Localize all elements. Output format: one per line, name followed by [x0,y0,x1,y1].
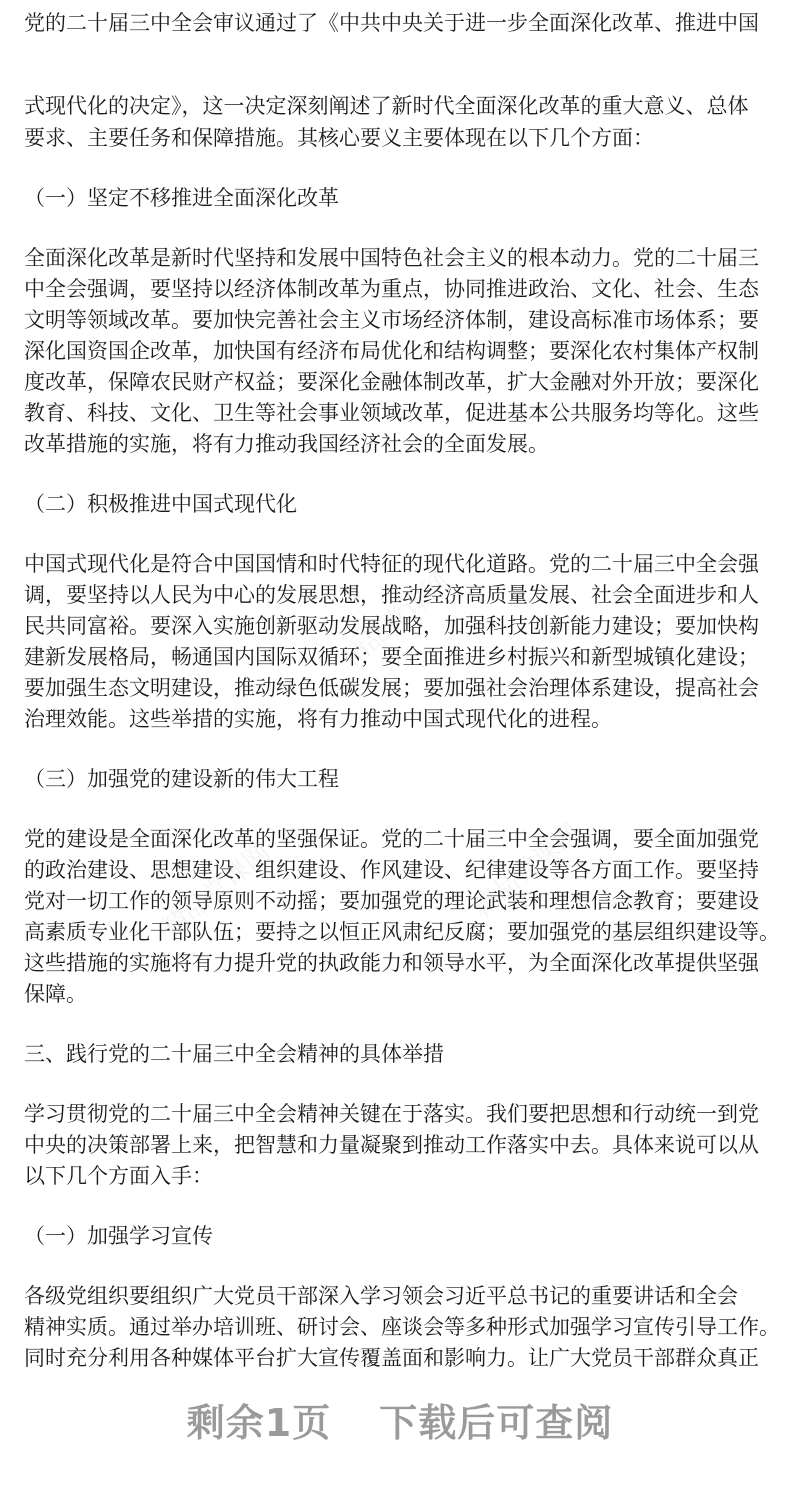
section-heading: 三、践行党的二十届三中全会精神的具体举措 [24,1042,444,1066]
document-line: 保障。 [24,982,87,1006]
remaining-pages-label: 剩余1页 [186,1401,332,1445]
watermark: 精品党课网 [157,837,277,944]
document-line: 建新发展格局，畅通国内国际双循环；要全面推进乡村振兴和新型城镇化建设； [24,645,759,669]
section-heading: （三）加强党的建设新的伟大工程 [24,767,339,791]
section-heading: （二）积极推进中国式现代化 [24,492,297,516]
document-line: 中国式现代化是符合中国国情和时代特征的现代化道路。党的二十届三中全会强 [24,552,759,576]
document-line: 党对一切工作的领导原则不动摇；要加强党的理论武装和理想信念教育；要建设 [24,889,759,913]
document-line: 的政治建设、思想建设、组织建设、作风建设、纪律建设等各方面工作。要坚持 [24,858,759,882]
document-line: 调，要坚持以人民为中心的发展思想，推动经济高质量发展、社会全面进步和人 [24,583,759,607]
document-line: 要加强生态文明建设，推动绿色低碳发展；要加强社会治理体系建设，提高社会 [24,676,759,700]
document-line: 全面深化改革是新时代坚持和发展中国特色社会主义的根本动力。党的二十届三 [24,246,759,270]
document-page [24,8,780,1370]
section-heading: （一）加强学习宣传 [24,1224,213,1248]
document-line: 中全会强调，要坚持以经济体制改革为重点，协同推进政治、文化、社会、生态 [24,277,759,301]
download-prompt[interactable] [0,1392,800,1447]
document-line: 治理效能。这些举措的实施，将有力推动中国式现代化的进程。 [24,707,612,731]
document-line: 民共同富裕。要深入实施创新驱动发展战略，加强科技创新能力建设；要加快构 [24,614,759,638]
document-line: 中央的决策部署上来，把智慧和力量凝聚到推动工作落实中去。具体来说可以从 [24,1133,759,1157]
document-line: 度改革，保障农民财产权益；要深化金融体制改革，扩大金融对外开放；要深化 [24,370,759,394]
document-line: 学习贯彻党的二十届三中全会精神关键在于落实。我们要把思想和行动统一到党 [24,1102,759,1126]
watermark: 精品党课网 [467,817,587,924]
document-line: 式现代化的决定》，这一决定深刻阐述了新时代全面深化改革的重大意义、总体 [24,94,749,118]
document-line: 同时充分利用各种媒体平台扩大宣传覆盖面和影响力。让广大党员干部群众真正 [24,1346,759,1370]
document-line: 要求、主要任务和保障措施。其核心要义主要体现在以下几个方面： [24,126,654,150]
document-line: 各级党组织要组织广大党员干部深入学习领会习近平总书记的重要讲话和全会 [24,1284,738,1308]
document-line: 精神实质。通过举办培训班、研讨会、座谈会等多种形式加强学习宣传引导工作。 [24,1315,780,1339]
document-line: 改革措施的实施，将有力推动我国经济社会的全面发展。 [24,432,549,456]
section-heading: （一）坚定不移推进全面深化改革 [24,186,339,210]
document-line: 这些措施的实施将有力提升党的执政能力和领导水平，为全面深化改革提供坚强 [24,951,759,975]
document-line: 高素质专业化干部队伍；要持之以恒正风肃纪反腐；要加强党的基层组织建设等。 [24,920,780,944]
watermark: 精品党课网 [337,567,457,674]
download-to-view-label: 下载后可查阅 [379,1401,614,1445]
document-line: 党的二十届三中全会审议通过了《中共中央关于进一步全面深化改革、推进中国 [24,11,759,35]
document-line: 以下几个方面入手： [24,1164,213,1188]
document-line: 文明等领域改革。要加快完善社会主义市场经济体制，建设高标准市场体系；要 [24,308,759,332]
document-line: 党的建设是全面深化改革的坚强保证。党的二十届三中全会强调，要全面加强党 [24,827,759,851]
document-line: 深化国资国企改革，加快国有经济布局优化和结构调整；要深化农村集体产权制 [24,339,759,363]
document-line: 教育、科技、文化、卫生等社会事业领域改革，促进基本公共服务均等化。这些 [24,401,759,425]
